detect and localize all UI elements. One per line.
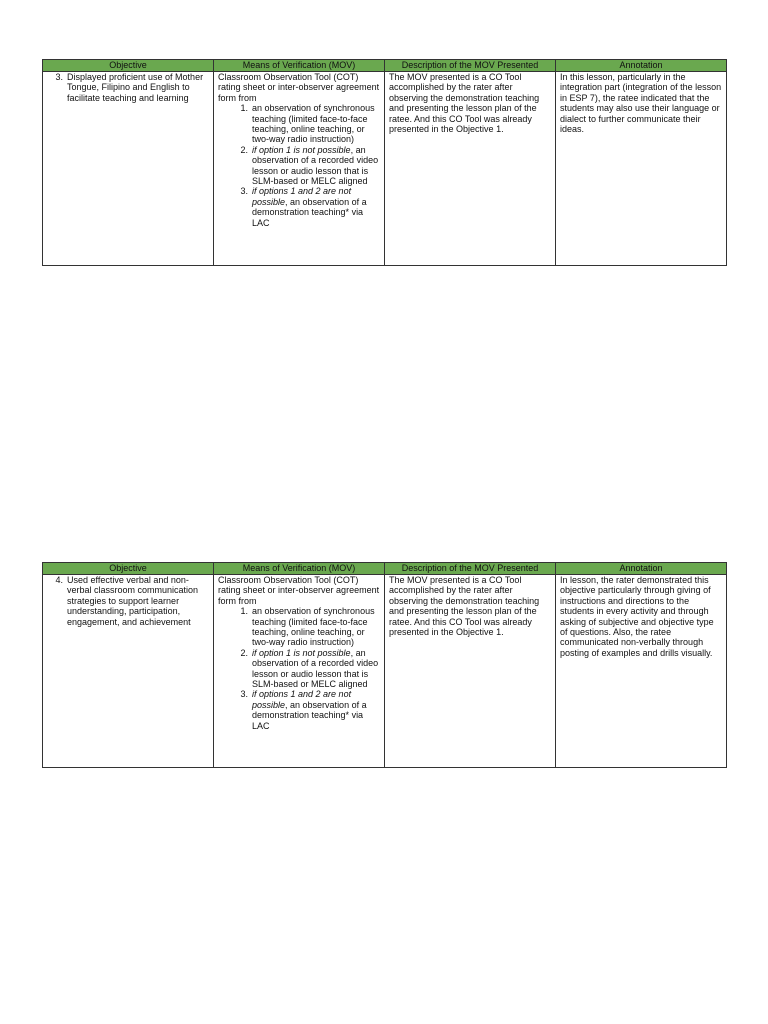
table-header-row: [43, 563, 727, 575]
option-text: , an observation of a recorded video lesson or audio lesson that is SLM-based or MELC aligned: [252, 144, 379, 187]
option-condition: if options 1 and 2 are not possible: [252, 689, 352, 710]
header-annotation: Annotation: [556, 60, 727, 72]
list-item: [218, 606, 380, 648]
objective-cell: [43, 575, 214, 768]
option-number: 3.: [240, 689, 248, 700]
list-item: [218, 186, 380, 228]
objective-text: Used effective verbal and non-verbal classroom communication strategies to support learner understanding, participation, engagement, and achievement: [67, 575, 199, 627]
objective-cell: [43, 72, 214, 266]
list-item: [218, 648, 380, 690]
mov-options-list: [218, 606, 380, 731]
table-row: [43, 575, 727, 768]
option-condition: if option 1 is not possible: [252, 647, 351, 658]
mov-cell: [214, 72, 385, 266]
header-description: Description of the MOV Presented: [385, 563, 556, 575]
objective-number: 3.: [55, 72, 63, 82]
mov-options-list: [218, 103, 380, 228]
mov-table-objective-3: [42, 59, 727, 266]
objective-text: Displayed proficient use of Mother Tongue, Filipino and English to facilitate teaching and learning: [67, 72, 204, 103]
header-annotation: Annotation: [556, 563, 727, 575]
mov-intro: Classroom Observation Tool (COT) rating sheet or inter-observer agreement form from: [218, 72, 380, 103]
table-row: [43, 72, 727, 266]
option-text: , an observation of a demonstration teaching* via LAC: [252, 699, 367, 731]
list-item: [218, 689, 380, 731]
option-text: , an observation of a demonstration teaching* via LAC: [252, 196, 367, 228]
header-description: Description of the MOV Presented: [385, 60, 556, 72]
list-item: [218, 103, 380, 145]
option-text: an observation of synchronous teaching (limited face-to-face teaching, online teaching, or two-way radio instruction): [252, 606, 375, 648]
option-text: an observation of synchronous teaching (limited face-to-face teaching, online teaching, or two-way radio instruction): [252, 103, 375, 145]
option-text: , an observation of a recorded video lesson or audio lesson that is SLM-based or MELC aligned: [252, 647, 379, 690]
header-objective: Objective: [43, 563, 214, 575]
mov-intro: Classroom Observation Tool (COT) rating sheet or inter-observer agreement form from: [218, 575, 380, 606]
option-number: 1.: [240, 606, 248, 617]
annotation-cell: In lesson, the rater demonstrated this objective particularly through giving of instructions and directions to the students in every activity and through asking of subjective and objective type of questions. Also, the ratee communicated non-verbally through posting of examples and drills visually.: [556, 575, 727, 768]
option-number: 2.: [240, 144, 248, 155]
option-condition: if options 1 and 2 are not possible: [252, 186, 352, 207]
annotation-cell: In this lesson, particularly in the integration part (integration of the lesson in ESP 7), the ratee indicated that the students may also use their language or dialect to further communicate their ideas.: [556, 72, 727, 266]
option-number: 2.: [240, 647, 248, 658]
description-cell: The MOV presented is a CO Tool accomplished by the rater after observing the demonstration teaching and presenting the lesson plan of the ratee. And this CO Tool was already presented in the Objective 1.: [385, 575, 556, 768]
objective-number: 4.: [55, 575, 63, 585]
list-item: [218, 145, 380, 187]
header-mov: Means of Verification (MOV): [214, 60, 385, 72]
option-condition: if option 1 is not possible: [252, 144, 351, 155]
header-mov: Means of Verification (MOV): [214, 563, 385, 575]
option-number: 1.: [240, 103, 248, 114]
mov-cell: [214, 575, 385, 768]
description-cell: The MOV presented is a CO Tool accomplished by the rater after observing the demonstration teaching and presenting the lesson plan of the ratee. And this CO Tool was already presented in the Objective 1.: [385, 72, 556, 266]
mov-table-objective-4: [42, 562, 727, 768]
header-objective: Objective: [43, 60, 214, 72]
table-header-row: [43, 60, 727, 72]
option-number: 3.: [240, 186, 248, 197]
